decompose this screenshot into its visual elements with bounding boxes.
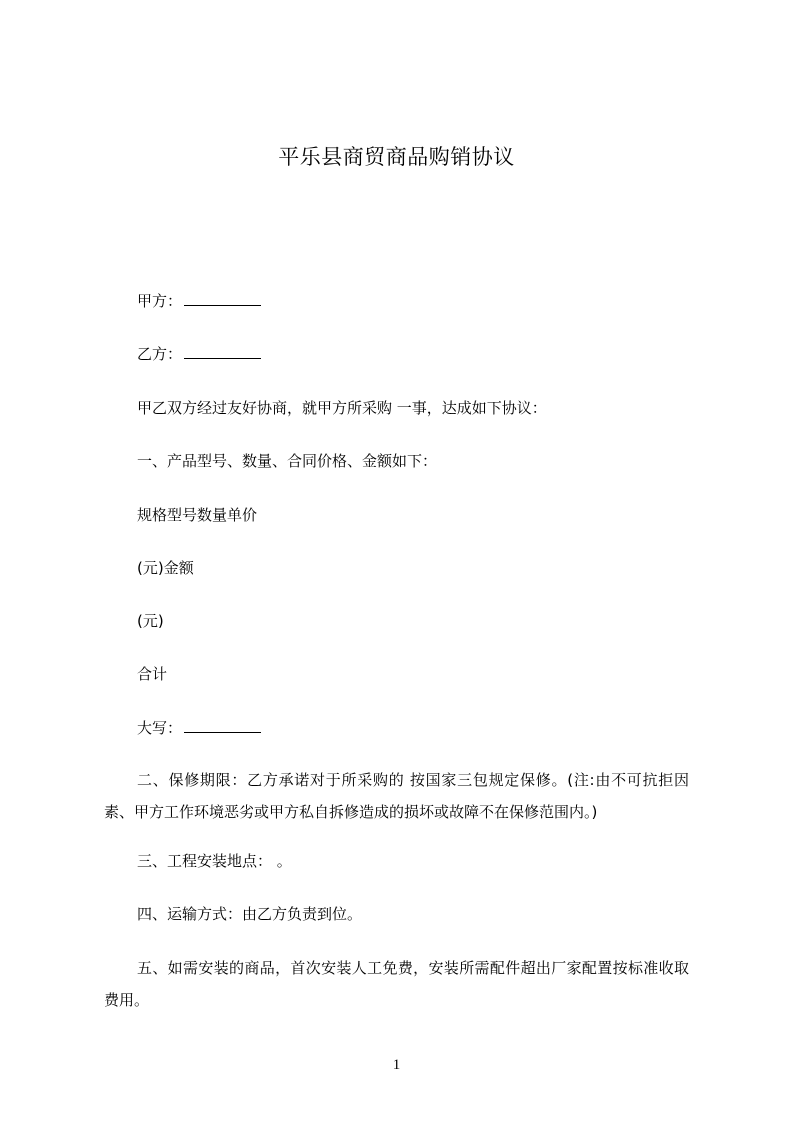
section-2-paragraph: 二、保修期限：乙方承诺对于所采购的 按国家三包规定保修。(注:由不可抗拒因素、甲方工作环境恶劣或甲方私自拆修造成的损坏或故障不在保修范围内。) [104, 771, 689, 821]
section-5-paragraph: 五、如需安装的商品，首次安装人工免费，安装所需配件超出厂家配置按标准收取费用。 [104, 959, 689, 1009]
capital-amount-line [137, 718, 261, 738]
party-b-blank [184, 344, 261, 359]
capital-label: 大写： [137, 719, 183, 737]
document-title: 平乐县商贸商品购销协议 [278, 145, 515, 169]
total-label: 合计 [137, 665, 168, 683]
table-header-line-1: 规格型号数量单价 [137, 506, 258, 524]
party-b-line [137, 344, 261, 364]
capital-blank [184, 718, 261, 733]
party-a-blank [184, 291, 261, 306]
table-header-line-2: (元)金额 [137, 559, 194, 577]
party-a-label: 甲方： [137, 292, 183, 310]
party-b-label: 乙方： [137, 345, 183, 363]
page-number: 1 [392, 1057, 401, 1073]
table-header-line-3: (元) [137, 612, 164, 630]
intro-paragraph: 甲乙双方经过友好协商，就甲方所采购 一事，达成如下协议： [137, 399, 547, 417]
section-4-line: 四、运输方式：由乙方负责到位。 [137, 905, 363, 923]
party-a-line [137, 291, 261, 311]
section-1-heading: 一、产品型号、数量、合同价格、金额如下： [137, 452, 438, 470]
section-3-line: 三、工程安装地点： 。 [137, 852, 292, 870]
